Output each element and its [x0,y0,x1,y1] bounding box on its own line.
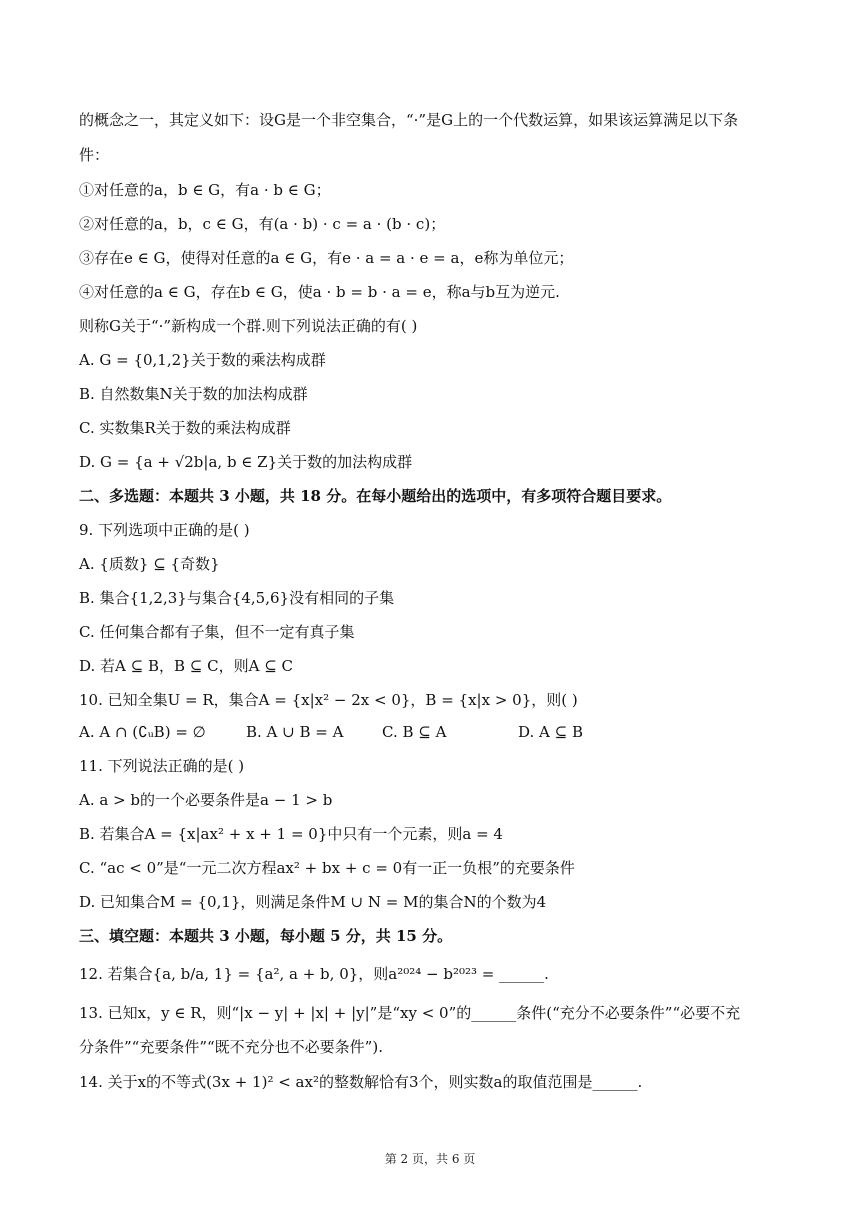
q8-option-d: D. G = {a + √2b|a, b ∈ Z}关于数的加法构成群 [79,453,413,471]
q10-option-d: D. A ⊆ B [518,723,583,741]
q8-option-b: B. 自然数集N关于数的加法构成群 [79,385,308,403]
q9-stem: 9. 下列选项中正确的是( ) [79,521,250,539]
q11-option-a: A. a > b的一个必要条件是a − 1 > b [79,791,333,809]
condition-3: ③存在e ∈ G，使得对任意的a ∈ G，有e · a = a · e = a，e称为单位元； [79,249,574,267]
q10-option-c: C. B ⊆ A [382,723,447,741]
q9-option-a: A. {质数} ⊆ {奇数} [79,555,220,573]
intro-conclusion: 则称G关于“·”新构成一个群.则下列说法正确的有( ) [79,317,418,335]
page-footer: 第 2 页，共 6 页 [384,1152,476,1166]
q10-option-b: B. A ∪ B = A [246,723,344,741]
q9-option-d: D. 若A ⊆ B，B ⊆ C，则A ⊆ C [79,657,294,675]
q12: 12. 若集合{a, b/a, 1} = {a², a + b, 0}，则a²⁰²⁴ − b²⁰²³ = ______. [79,965,549,983]
q11-option-c: C. “ac < 0”是“一元二次方程ax² + bx + c = 0有一正一负根”的充要条件 [79,859,575,877]
q9-option-b: B. 集合{1,2,3}与集合{4,5,6}没有相同的子集 [79,589,395,607]
section-2-heading: 二、多选题：本题共 3 小题，共 18 分。在每小题给出的选项中，有多项符合题目要求。 [79,487,672,505]
intro-line-1: 的概念之一，其定义如下：设G是一个非空集合，“·”是G上的一个代数运算，如果该运算满足以下条 [79,111,739,129]
q8-option-c: C. 实数集R关于数的乘法构成群 [79,419,291,437]
q11-stem: 11. 下列说法正确的是( ) [79,757,245,775]
q8-option-a: A. G = {0,1,2}关于数的乘法构成群 [79,351,326,369]
condition-2: ②对任意的a，b，c ∈ G，有(a · b) · c = a · (b · c)； [79,215,446,233]
q13-line-1: 13. 已知x，y ∈ R，则“|x − y| + |x| + |y|”是“xy < 0”的______条件(“充分不必要条件”“必要不充 [79,1004,741,1022]
q9-option-c: C. 任何集合都有子集，但不一定有真子集 [79,623,355,641]
condition-4: ④对任意的a ∈ G，存在b ∈ G，使a · b = b · a = e，称a与b互为逆元. [79,283,560,301]
q11-option-d: D. 已知集合M = {0,1}，则满足条件M ∪ N = M的集合N的个数为4 [79,893,547,911]
intro-line-2: 件： [79,146,110,164]
q10-stem: 10. 已知全集U = R，集合A = {x|x² − 2x < 0}，B = {x|x > 0}，则( ) [79,691,578,709]
section-3-heading: 三、填空题：本题共 3 小题，每小题 5 分，共 15 分。 [79,927,453,945]
q11-option-b: B. 若集合A = {x|ax² + x + 1 = 0}中只有一个元素，则a = 4 [79,825,503,843]
q10-option-a: A. A ∩ (∁ᵤB) = ∅ [79,723,206,741]
q14: 14. 关于x的不等式(3x + 1)² < ax²的整数解恰有3个，则实数a的取值范围是______. [79,1073,643,1091]
q13-line-2: 分条件”“充要条件”“既不充分也不必要条件”). [79,1038,383,1056]
condition-1: ①对任意的a，b ∈ G，有a · b ∈ G； [79,181,331,199]
